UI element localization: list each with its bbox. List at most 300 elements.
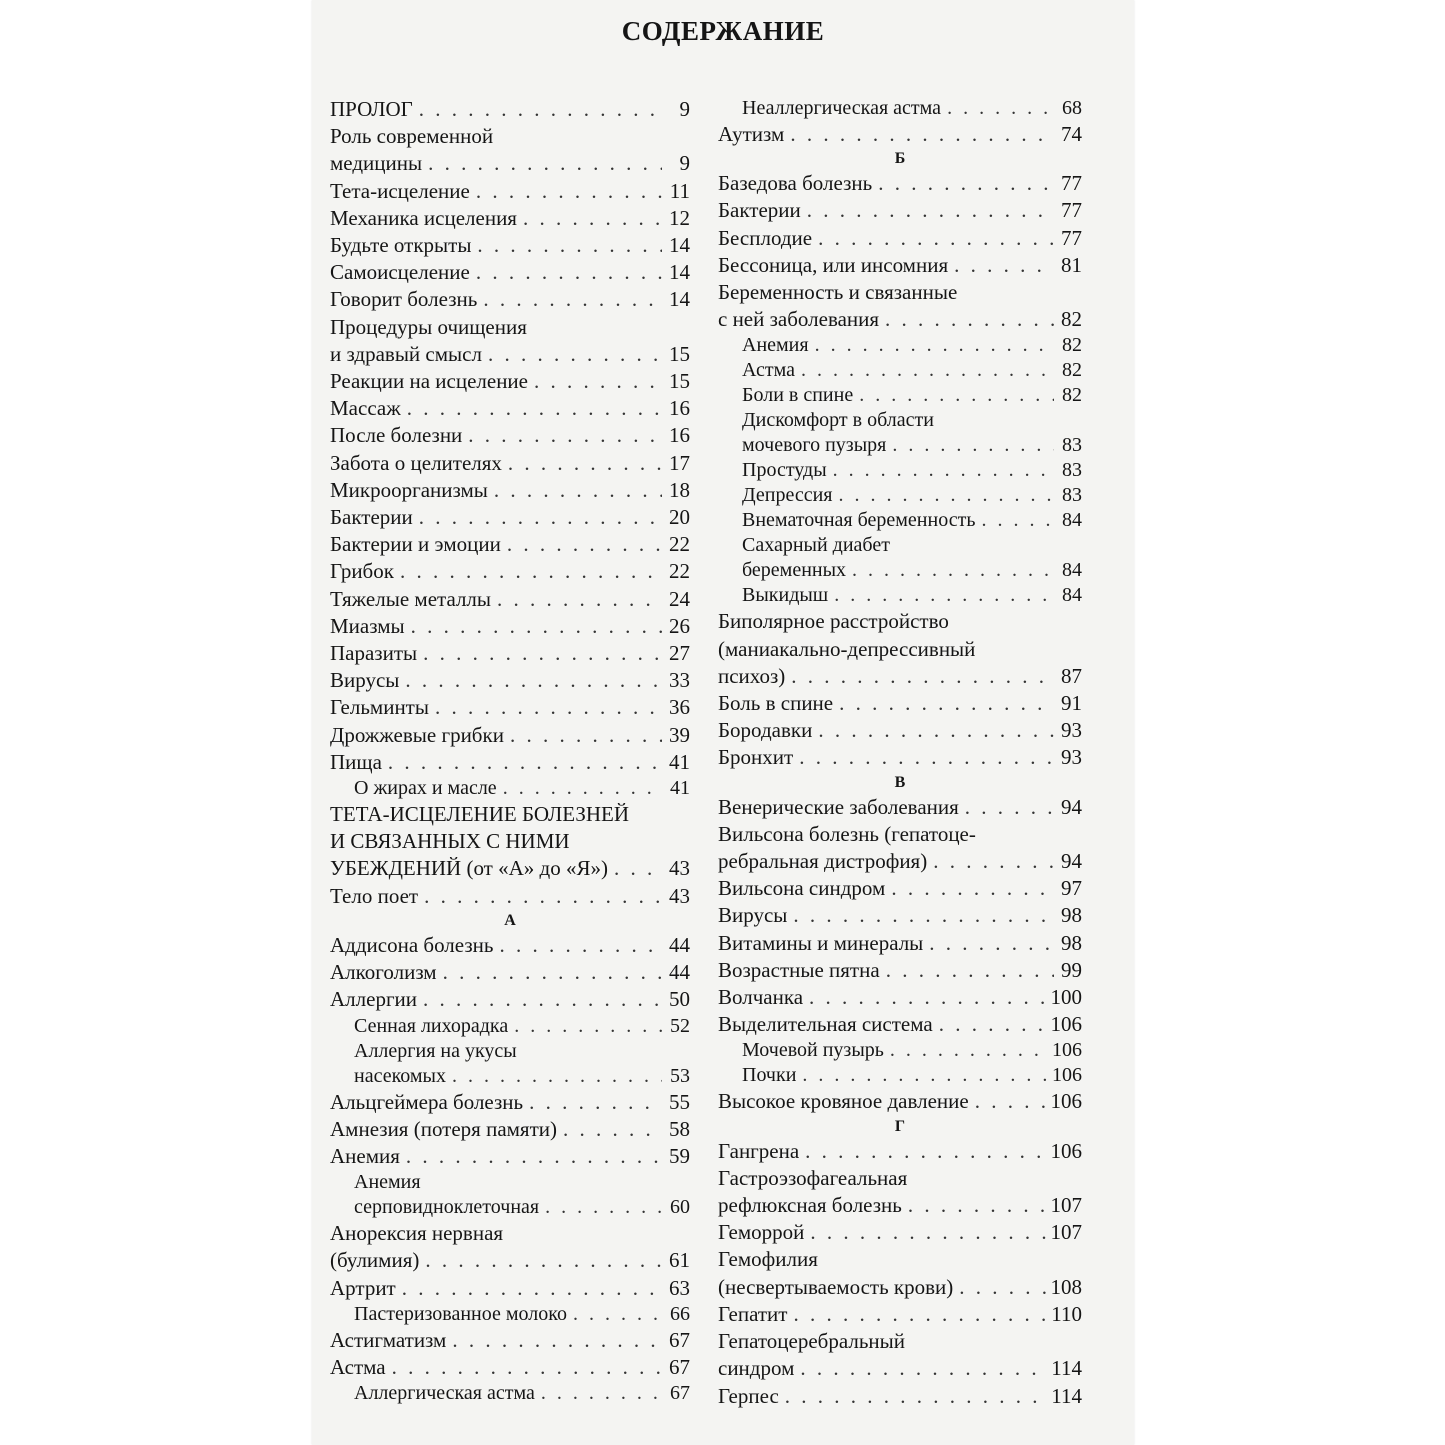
toc-entry bbox=[330, 205, 690, 232]
page-number: 12 bbox=[669, 205, 690, 230]
leader-dots bbox=[815, 333, 1054, 358]
toc-entry-title: Гепатит bbox=[718, 1301, 788, 1326]
toc-entry-title: медицины bbox=[330, 151, 423, 176]
toc-entry-title: Аутизм bbox=[718, 122, 785, 146]
toc-entry-title: Базедова болезнь bbox=[718, 171, 873, 196]
page-number: 67 bbox=[669, 1327, 690, 1352]
toc-entry-title: Геморрой bbox=[718, 1220, 805, 1245]
leader-dots bbox=[947, 96, 1054, 121]
page-number: 106 bbox=[1052, 1039, 1082, 1062]
toc-entry bbox=[330, 286, 690, 313]
toc-entry-title: Паразиты bbox=[330, 641, 418, 666]
toc-entry bbox=[330, 1220, 690, 1274]
toc-entry-title: Астигматизм bbox=[330, 1327, 447, 1352]
toc-entry bbox=[718, 1088, 1082, 1115]
toc-entry-line: Роль современной bbox=[330, 124, 494, 149]
page-number: 77 bbox=[1061, 171, 1082, 196]
toc-entry-title: Бородавки bbox=[718, 718, 813, 743]
toc-entry-line: Вильсона болезнь (гепатоце- bbox=[718, 821, 976, 846]
page-number: 107 bbox=[1050, 1220, 1082, 1245]
leader-dots bbox=[810, 1219, 1046, 1246]
toc-entry bbox=[718, 1138, 1082, 1165]
toc-entry-title: с ней заболевания bbox=[718, 307, 880, 332]
toc-entry-line: Гастроэзофагеальная bbox=[718, 1165, 908, 1190]
page-number: 82 bbox=[1062, 359, 1082, 382]
toc-entry-title: Бессоница, или инсомния bbox=[718, 252, 949, 277]
toc-entry-title: После болезни bbox=[330, 423, 463, 448]
toc-entry-title: (булимия) bbox=[330, 1248, 420, 1273]
toc-subentry bbox=[718, 333, 1082, 358]
leader-dots bbox=[443, 959, 662, 986]
toc-subentry bbox=[330, 1170, 690, 1220]
page-number: 98 bbox=[1061, 930, 1082, 955]
page-number: 58 bbox=[669, 1116, 690, 1141]
section-letter: Г bbox=[894, 1117, 906, 1135]
leader-dots bbox=[423, 986, 662, 1013]
leader-dots bbox=[523, 205, 662, 232]
page-number: 68 bbox=[1062, 97, 1082, 119]
page-number: 14 bbox=[669, 287, 690, 312]
leader-dots bbox=[890, 1038, 1048, 1063]
page-number: 20 bbox=[669, 505, 690, 530]
page-number: 67 bbox=[670, 1382, 690, 1405]
toc-entry-title: Депрессия bbox=[742, 484, 833, 507]
leader-dots bbox=[885, 306, 1054, 333]
leader-dots bbox=[545, 1195, 662, 1220]
leader-dots bbox=[468, 422, 662, 449]
leader-dots bbox=[799, 744, 1054, 771]
leader-dots bbox=[801, 358, 1054, 383]
leader-dots bbox=[834, 583, 1054, 608]
leader-dots bbox=[407, 395, 662, 422]
toc-entry-title: синдром bbox=[718, 1356, 795, 1381]
page-number: 99 bbox=[1061, 957, 1082, 982]
toc-entry bbox=[330, 395, 690, 422]
leader-dots bbox=[452, 1327, 662, 1354]
leader-dots bbox=[975, 1088, 1047, 1115]
toc-entry-title: мочевого пузыря bbox=[742, 434, 887, 457]
leader-dots bbox=[785, 1383, 1048, 1410]
page-number: 52 bbox=[670, 1014, 690, 1037]
toc-entry-title: О жирах и масле bbox=[354, 777, 497, 800]
toc-entry bbox=[330, 123, 690, 177]
page-number: 106 bbox=[1050, 1089, 1082, 1114]
page-number: 83 bbox=[1062, 484, 1082, 507]
toc-entry-title: Тело поет bbox=[330, 883, 419, 908]
page-number: 61 bbox=[669, 1248, 690, 1273]
leader-dots bbox=[933, 848, 1054, 875]
toc-entry bbox=[718, 744, 1082, 771]
toc-entry bbox=[718, 902, 1082, 929]
leader-dots bbox=[476, 178, 662, 205]
toc-entry bbox=[330, 667, 690, 694]
toc-entry-title: Альцгеймера болезнь bbox=[330, 1089, 524, 1114]
toc-entry-title: Гангрена bbox=[718, 1138, 800, 1163]
page-number: 44 bbox=[669, 932, 690, 957]
page-number: 106 bbox=[1050, 1138, 1082, 1163]
toc-entry-title: Пища bbox=[330, 749, 382, 774]
toc-entry bbox=[718, 875, 1082, 902]
leader-dots bbox=[428, 150, 662, 177]
section-letter: Б bbox=[894, 150, 906, 168]
page-number: 87 bbox=[1061, 663, 1082, 688]
toc-left-column bbox=[330, 96, 690, 1406]
leader-dots bbox=[791, 663, 1054, 690]
toc-entry bbox=[330, 368, 690, 395]
toc-entry-title: Вирусы bbox=[718, 903, 788, 928]
page-number: 81 bbox=[1061, 252, 1082, 277]
toc-entry bbox=[718, 1246, 1082, 1300]
leader-dots bbox=[477, 232, 662, 259]
leader-dots bbox=[419, 96, 662, 123]
toc-subentry bbox=[718, 508, 1082, 533]
page-number: 114 bbox=[1051, 1383, 1082, 1408]
toc-entry-title: Дрожжевые грибки bbox=[330, 722, 504, 747]
page-number: 84 bbox=[1062, 559, 1082, 582]
toc-entry-title: Почки bbox=[742, 1064, 797, 1087]
toc-entry-title: Аллергическая астма bbox=[354, 1382, 535, 1405]
page-number: 94 bbox=[1061, 794, 1082, 819]
toc-entry bbox=[718, 690, 1082, 717]
leader-dots bbox=[402, 1275, 662, 1302]
leader-dots bbox=[514, 1014, 662, 1039]
toc-entry-title: Боли в спине bbox=[742, 384, 854, 407]
leader-dots bbox=[908, 1192, 1047, 1219]
leader-dots bbox=[563, 1116, 662, 1143]
toc-entry-line: ТЕТА-ИСЦЕЛЕНИЕ БОЛЕЗНЕЙ bbox=[330, 802, 630, 827]
toc-entry-title: Анемия bbox=[742, 334, 809, 357]
page-number: 9 bbox=[679, 151, 690, 176]
toc-entry bbox=[718, 1328, 1082, 1382]
toc-entry bbox=[718, 957, 1082, 984]
leader-dots bbox=[400, 558, 662, 585]
toc-entry-title: Витамины и минералы bbox=[718, 930, 924, 955]
page-number: 60 bbox=[670, 1196, 690, 1219]
toc-subentry bbox=[330, 1039, 690, 1089]
toc-entry-title: Анемия bbox=[330, 1143, 400, 1168]
toc-entry-title: Миазмы bbox=[330, 613, 405, 638]
page-number: 9 bbox=[679, 97, 690, 121]
page-number: 108 bbox=[1050, 1274, 1082, 1299]
toc-entry-title: Возрастные пятна bbox=[718, 957, 880, 982]
toc-entry-title: Сенная лихорадка bbox=[354, 1014, 509, 1037]
toc-subentry bbox=[718, 583, 1082, 608]
section-letter: А bbox=[504, 911, 516, 929]
leader-dots bbox=[534, 368, 662, 395]
toc-entry-line: И СВЯЗАННЫХ С НИМИ bbox=[330, 829, 570, 854]
page-number: 91 bbox=[1061, 691, 1082, 716]
toc-entry-title: Бактерии bbox=[718, 198, 801, 223]
book-page bbox=[312, 0, 1134, 1445]
toc-entry bbox=[718, 821, 1082, 875]
page-number: 22 bbox=[669, 559, 690, 584]
toc-entry bbox=[718, 984, 1082, 1011]
page-number: 98 bbox=[1061, 903, 1082, 928]
page-number: 15 bbox=[669, 341, 690, 366]
leader-dots bbox=[507, 531, 662, 558]
toc-entry-title: серповидноклеточная bbox=[354, 1196, 540, 1219]
page-number: 74 bbox=[1061, 122, 1082, 146]
leader-dots bbox=[929, 930, 1054, 957]
toc-entry-line: Гепатоцеребральный bbox=[718, 1329, 905, 1354]
leader-dots bbox=[388, 749, 662, 776]
toc-entry bbox=[330, 801, 690, 883]
toc-entry bbox=[718, 1165, 1082, 1219]
leader-dots bbox=[818, 225, 1054, 252]
toc-subentry bbox=[718, 1038, 1082, 1063]
page-number: 84 bbox=[1062, 584, 1082, 607]
leader-dots bbox=[405, 667, 662, 694]
leader-dots bbox=[411, 613, 662, 640]
toc-entry-title: и здравый смысл bbox=[330, 341, 482, 366]
page-number: 26 bbox=[669, 613, 690, 638]
toc-entry-title: насекомых bbox=[354, 1064, 446, 1087]
leader-dots bbox=[839, 690, 1054, 717]
leader-dots bbox=[805, 1138, 1046, 1165]
leader-dots bbox=[541, 1381, 662, 1406]
page-number: 53 bbox=[670, 1064, 690, 1087]
page-number: 110 bbox=[1051, 1301, 1082, 1326]
leader-dots bbox=[499, 932, 662, 959]
page-number: 14 bbox=[669, 260, 690, 285]
leader-dots bbox=[508, 450, 662, 477]
toc-entry bbox=[330, 1116, 690, 1143]
leader-dots bbox=[954, 252, 1054, 279]
leader-dots bbox=[981, 508, 1054, 533]
section-letter: В bbox=[894, 773, 906, 791]
page-number: 82 bbox=[1062, 384, 1082, 407]
toc-entry bbox=[718, 930, 1082, 957]
toc-entry-title: Высокое кровяное давление bbox=[718, 1089, 969, 1114]
toc-entry bbox=[330, 1354, 690, 1381]
toc-entry bbox=[330, 694, 690, 721]
page-number: 114 bbox=[1051, 1356, 1082, 1381]
toc-entry-title: Аллергии bbox=[330, 987, 418, 1012]
page-number: 59 bbox=[669, 1143, 690, 1168]
leader-dots bbox=[423, 640, 662, 667]
page-number: 18 bbox=[669, 477, 690, 502]
toc-entry-title: Боль в спине bbox=[718, 691, 834, 716]
leader-dots bbox=[497, 586, 662, 613]
leader-dots bbox=[878, 170, 1054, 197]
page-number: 82 bbox=[1061, 307, 1082, 332]
toc-entry-title: Забота о целителях bbox=[330, 450, 502, 475]
toc-subentry bbox=[330, 1302, 690, 1327]
toc-entry bbox=[718, 225, 1082, 252]
page-number: 100 bbox=[1050, 985, 1082, 1010]
toc-entry-title: Массаж bbox=[330, 396, 401, 421]
toc-entry bbox=[330, 1275, 690, 1302]
toc-entry-title: Вильсона синдром bbox=[718, 876, 886, 901]
leader-dots bbox=[476, 259, 662, 286]
page-number: 84 bbox=[1062, 509, 1082, 532]
toc-right-column bbox=[718, 96, 1082, 1410]
toc-subentry bbox=[718, 408, 1082, 458]
toc-entry-line: Аллергия на укусы bbox=[354, 1039, 517, 1062]
toc-entry bbox=[330, 178, 690, 205]
page-number: 14 bbox=[669, 233, 690, 258]
toc-entry-title: Бактерии и эмоции bbox=[330, 532, 501, 557]
toc-entry bbox=[718, 608, 1082, 690]
leader-dots bbox=[802, 1063, 1048, 1088]
toc-entry bbox=[330, 640, 690, 667]
leader-dots bbox=[818, 717, 1054, 744]
toc-entry-title: Микроорганизмы bbox=[330, 477, 488, 502]
toc-entry-line: Процедуры очищения bbox=[330, 314, 527, 339]
toc-entry bbox=[330, 259, 690, 286]
toc-entry bbox=[330, 722, 690, 749]
page-number: 43 bbox=[669, 856, 690, 881]
toc-subentry bbox=[330, 776, 690, 801]
toc-entry bbox=[330, 932, 690, 959]
toc-entry-title: Бесплодие bbox=[718, 225, 813, 250]
toc-entry-title: Артрит bbox=[330, 1275, 396, 1300]
page-number: 82 bbox=[1062, 334, 1082, 357]
page-number: 33 bbox=[669, 668, 690, 693]
toc-entry-line: Анорексия нервная bbox=[330, 1221, 504, 1246]
toc-entry bbox=[330, 749, 690, 776]
leader-dots bbox=[965, 794, 1054, 821]
page-number: 94 bbox=[1061, 849, 1082, 874]
toc-entry bbox=[718, 1219, 1082, 1246]
toc-entry bbox=[718, 717, 1082, 744]
toc-entry-title: Аддисона болезнь bbox=[330, 932, 494, 957]
leader-dots bbox=[892, 433, 1054, 458]
toc-entry bbox=[330, 1327, 690, 1354]
page-number: 16 bbox=[669, 396, 690, 421]
page-number: 50 bbox=[669, 987, 690, 1012]
toc-entry-title: Говорит болезнь bbox=[330, 287, 478, 312]
toc-entry bbox=[330, 477, 690, 504]
toc-entry bbox=[330, 531, 690, 558]
leader-dots bbox=[939, 1011, 1047, 1038]
leader-dots bbox=[510, 722, 662, 749]
page-number: 83 bbox=[1062, 459, 1082, 482]
toc-entry-title: Выделительная система bbox=[718, 1012, 933, 1037]
toc-entry bbox=[330, 314, 690, 368]
toc-entry-line: Гемофилия bbox=[718, 1247, 818, 1272]
toc-subentry bbox=[330, 1014, 690, 1039]
toc-entry-title: ребральная дистрофия) bbox=[718, 849, 928, 874]
leader-dots bbox=[891, 875, 1054, 902]
toc-entry-title: Грибок bbox=[330, 559, 394, 584]
toc-entry-title: рефлюксная болезнь bbox=[718, 1193, 902, 1218]
toc-subentry bbox=[718, 358, 1082, 383]
leader-dots bbox=[614, 855, 662, 882]
toc-entry bbox=[718, 252, 1082, 279]
toc-entry bbox=[718, 1011, 1082, 1038]
page-number: 15 bbox=[669, 369, 690, 394]
page-number: 36 bbox=[669, 695, 690, 720]
leader-dots bbox=[807, 197, 1054, 224]
toc-entry-title: (несвертываемость крови) bbox=[718, 1274, 954, 1299]
page-number: 24 bbox=[669, 586, 690, 611]
toc-subentry bbox=[718, 458, 1082, 483]
toc-entry-line: Беременность и связанные bbox=[718, 280, 958, 305]
leader-dots bbox=[809, 984, 1046, 1011]
page-number: 66 bbox=[670, 1302, 690, 1325]
leader-dots bbox=[852, 558, 1054, 583]
page-number: 107 bbox=[1050, 1193, 1082, 1218]
toc-entry bbox=[330, 613, 690, 640]
toc-entry-title: Механика исцеления bbox=[330, 205, 517, 230]
leader-dots bbox=[483, 286, 662, 313]
page-number: 16 bbox=[669, 423, 690, 448]
leader-dots bbox=[886, 957, 1054, 984]
leader-dots bbox=[406, 1143, 662, 1170]
leader-dots bbox=[833, 458, 1054, 483]
leader-dots bbox=[452, 1064, 662, 1089]
leader-dots bbox=[488, 341, 662, 368]
toc-entry-title: Бронхит bbox=[718, 745, 794, 770]
toc-entry-title: Гельминты bbox=[330, 695, 429, 720]
toc-entry-title: Выкидыш bbox=[742, 584, 829, 607]
toc-subentry bbox=[718, 533, 1082, 583]
toc-subentry bbox=[718, 383, 1082, 408]
toc-entry-title: УБЕЖДЕНИЙ (от «А» до «Я») bbox=[330, 856, 608, 881]
toc-entry bbox=[330, 232, 690, 259]
page-number: 44 bbox=[669, 960, 690, 985]
toc-entry-title: ПРОЛОГ bbox=[330, 97, 413, 121]
page-number: 83 bbox=[1062, 434, 1082, 457]
leader-dots bbox=[839, 483, 1055, 508]
toc-entry bbox=[330, 504, 690, 531]
toc-entry-title: Алкоголизм bbox=[330, 960, 437, 985]
page-number: 63 bbox=[669, 1275, 690, 1300]
toc-entry bbox=[330, 1089, 690, 1116]
page-number: 39 bbox=[669, 722, 690, 747]
leader-dots bbox=[800, 1355, 1047, 1382]
toc-entry-title: Волчанка bbox=[718, 985, 804, 1010]
toc-entry bbox=[330, 883, 690, 910]
toc-entry-title: Венерические заболевания bbox=[718, 794, 959, 819]
leader-dots bbox=[419, 504, 662, 531]
leader-dots bbox=[793, 1301, 1047, 1328]
page-number: 97 bbox=[1061, 876, 1082, 901]
leader-dots bbox=[959, 1274, 1046, 1301]
page-number: 67 bbox=[669, 1354, 690, 1379]
page-number: 93 bbox=[1061, 718, 1082, 743]
toc-entry bbox=[330, 1143, 690, 1170]
toc-entry-title: Неаллергическая астма bbox=[742, 97, 942, 119]
toc-entry bbox=[718, 197, 1082, 224]
leader-dots bbox=[793, 902, 1054, 929]
toc-entry bbox=[330, 422, 690, 449]
leader-dots bbox=[790, 121, 1054, 148]
toc-subentry bbox=[330, 1381, 690, 1406]
toc-entry-title: Реакции на исцеление bbox=[330, 369, 528, 394]
page-number: 41 bbox=[669, 749, 690, 774]
toc-entry bbox=[718, 279, 1082, 333]
toc-entry-title: Бактерии bbox=[330, 505, 413, 530]
toc-entry-line: Биполярное расстройство bbox=[718, 609, 949, 634]
toc-entry-line: Сахарный диабет bbox=[742, 534, 890, 557]
toc-entry-title: Будьте открыты bbox=[330, 233, 472, 258]
toc-entry bbox=[718, 1383, 1082, 1410]
toc-entry-line: Анемия bbox=[354, 1171, 421, 1194]
toc-entry bbox=[330, 558, 690, 585]
leader-dots bbox=[425, 1247, 662, 1274]
toc-entry bbox=[718, 794, 1082, 821]
leader-dots bbox=[503, 776, 662, 801]
toc-entry bbox=[330, 586, 690, 613]
page-number: 17 bbox=[669, 450, 690, 475]
toc-entry bbox=[330, 959, 690, 986]
toc-entry-title: беременных bbox=[742, 559, 847, 582]
toc-subentry bbox=[718, 483, 1082, 508]
page-number: 77 bbox=[1061, 225, 1082, 250]
leader-dots bbox=[424, 883, 662, 910]
